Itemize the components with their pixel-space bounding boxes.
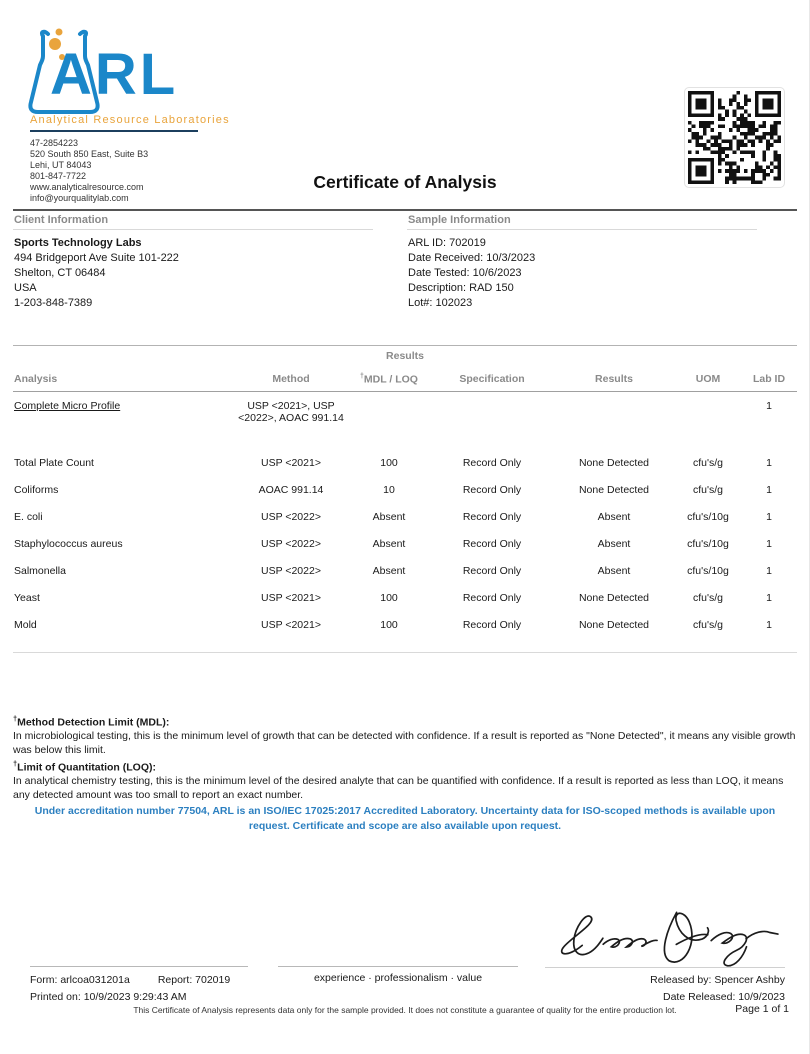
table-cell: Mold <box>14 618 37 631</box>
date-released: Date Released: 10/9/2023 <box>662 991 785 1003</box>
table-cell: cfu's/10g <box>687 564 729 577</box>
table-row <box>13 557 797 584</box>
table-cell: Record Only <box>462 564 522 577</box>
form-report-line <box>30 972 258 989</box>
table-cell: Absent <box>372 510 406 523</box>
arl-logo <box>28 24 230 134</box>
footnotes <box>13 712 799 802</box>
page-number: Page 1 of 1 <box>735 1003 789 1015</box>
loq-footnote-title: †Limit of Quantitation (LOQ): <box>13 759 156 774</box>
contact-line: 801-847-7722 <box>30 171 87 181</box>
form-number: Form: arlcoa031201a <box>30 974 130 986</box>
table-row <box>13 392 797 449</box>
table-cell: cfu's/g <box>692 456 724 469</box>
contact-line: 47-2854223 <box>30 138 79 148</box>
table-cell: 1 <box>766 399 772 412</box>
company-motto: experience · professionalism · value <box>313 972 483 984</box>
client-name: Sports Technology Labs <box>14 237 142 249</box>
table-cell: cfu's/10g <box>687 510 729 523</box>
sample-info-line: Date Received: 10/3/2023 <box>408 252 536 264</box>
table-cell: Record Only <box>462 456 522 469</box>
table-cell: Absent <box>372 537 406 550</box>
results-header-row <box>13 373 797 392</box>
printed-on: Printed on: 10/9/2023 9:29:43 AM <box>30 991 187 1003</box>
table-cell: 10 <box>383 483 395 496</box>
client-address-line: Shelton, CT 06484 <box>14 267 106 279</box>
table-cell: USP <2021> <box>261 618 321 631</box>
table-cell: Record Only <box>462 483 522 496</box>
contact-line: Lehi, UT 84043 <box>30 160 92 170</box>
table-cell: None Detected <box>578 591 650 604</box>
table-cell: 100 <box>380 591 398 604</box>
sample-info-line: Date Tested: 10/6/2023 <box>408 267 522 279</box>
table-cell: 1 <box>766 591 772 604</box>
table-cell: Absent <box>597 564 631 577</box>
table-cell: 1 <box>766 564 772 577</box>
mdl-footnote-text: In microbiological testing, this is the minimum level of growth that can be detected with confidence. If a result is reported as "None Detected", it means any visible growth was below this limit. <box>13 730 796 756</box>
report-number: Report: 702019 <box>157 974 231 986</box>
arl-wordmark: ARL <box>50 42 179 107</box>
mdl-footnote-title: †Method Detection Limit (MDL): <box>13 714 170 729</box>
client-info-block <box>14 236 179 311</box>
logo-divider <box>30 130 198 132</box>
table-cell: USP <2022> <box>261 510 321 523</box>
client-heading-underline <box>13 229 373 230</box>
table-cell: Record Only <box>462 537 522 550</box>
table-cell: Absent <box>372 564 406 577</box>
dagger-icon: † <box>13 714 18 723</box>
table-cell: Staphylococcus aureus <box>14 537 123 550</box>
table-cell: AOAC 991.14 <box>258 483 324 496</box>
dagger-icon: † <box>13 759 18 768</box>
column-header: †MDL / LOQ <box>360 373 418 386</box>
table-cell: USP <2022> <box>261 564 321 577</box>
qr-code-pattern <box>688 91 781 184</box>
loq-footnote-text: In analytical chemistry testing, this is the minimum level of the desired analyte that can be quantified with confidence. If a result is reported as less than LOQ, it means any detected amount was too small to report an exact number. <box>13 775 784 801</box>
form-divider <box>30 966 248 967</box>
page-title: Certificate of Analysis <box>313 172 497 192</box>
table-cell: Total Plate Count <box>14 456 94 469</box>
table-row <box>13 449 797 476</box>
qr-code <box>684 87 785 188</box>
table-cell: Salmonella <box>14 564 66 577</box>
column-header: Specification <box>459 373 525 385</box>
release-block <box>545 972 785 1006</box>
column-header: Analysis <box>14 373 58 385</box>
released-by: Released by: Spencer Ashby <box>650 974 785 986</box>
results-rows <box>13 392 797 653</box>
table-row <box>13 503 797 530</box>
sample-info-heading: Sample Information <box>408 214 511 226</box>
table-cell: 1 <box>766 537 772 550</box>
contact-line: 520 South 850 East, Suite B3 <box>30 149 149 159</box>
sample-heading-underline <box>407 229 757 230</box>
table-cell: cfu's/g <box>692 591 724 604</box>
table-cell: USP <2021> <box>261 591 321 604</box>
contact-line: info@yourqualitylab.com <box>30 193 129 203</box>
table-cell: None Detected <box>578 483 650 496</box>
table-cell: 1 <box>766 456 772 469</box>
table-cell: Absent <box>597 537 631 550</box>
table-cell: 100 <box>380 456 398 469</box>
table-cell: 1 <box>766 510 772 523</box>
table-cell: Yeast <box>14 591 40 604</box>
results-table <box>13 345 797 653</box>
table-cell: E. coli <box>14 510 43 523</box>
sample-info-line: Description: RAD 150 <box>408 282 514 294</box>
table-row <box>13 530 797 557</box>
table-cell: Record Only <box>462 591 522 604</box>
table-row <box>13 476 797 503</box>
dagger-icon: † <box>360 373 364 380</box>
table-cell: cfu's/10g <box>687 537 729 550</box>
signature-line <box>545 967 785 968</box>
table-cell: None Detected <box>578 456 650 469</box>
table-cell: Record Only <box>462 618 522 631</box>
table-cell: USP <2021>, USP <2022>, AOAC 991.14 <box>238 399 344 424</box>
table-cell: Coliforms <box>14 483 59 496</box>
motto-divider <box>278 966 518 967</box>
info-section-divider <box>13 209 797 211</box>
signature-image <box>548 903 783 975</box>
lab-contact-info <box>30 138 148 204</box>
table-cell: Absent <box>597 510 631 523</box>
client-address-lines <box>14 251 179 311</box>
client-address-line: 494 Bridgeport Ave Suite 101-222 <box>14 252 179 264</box>
client-info-heading: Client Information <box>14 214 109 226</box>
results-band-title: Results <box>13 345 797 362</box>
table-row <box>13 584 797 611</box>
table-cell: 1 <box>766 618 772 631</box>
disclaimer-text: This Certificate of Analysis represents data only for the sample provided. It does not constitute a guarantee of quality for the entire production lot. <box>133 1005 677 1015</box>
column-header: Results <box>595 373 633 385</box>
sample-info-line: Lot#: 102023 <box>408 297 473 309</box>
table-cell: Complete Micro Profile <box>14 399 121 412</box>
table-cell: 1 <box>766 483 772 496</box>
table-row <box>13 611 797 638</box>
table-cell: None Detected <box>578 618 650 631</box>
table-cell: USP <2021> <box>261 456 321 469</box>
accreditation-statement: Under accreditation number 77504, ARL is an ISO/IEC 17025:2017 Accredited Laboratory. Uncertainty data for ISO-scoped methods is available upon request. Certificate and scope are also available upon request. <box>34 805 776 832</box>
column-header: Lab ID <box>752 373 786 385</box>
sample-info-block <box>408 236 535 311</box>
table-cell: cfu's/g <box>692 483 724 496</box>
sample-info-line: ARL ID: 702019 <box>408 237 486 249</box>
contact-line: www.analyticalresource.com <box>30 182 144 192</box>
table-cell: Record Only <box>462 510 522 523</box>
table-cell: cfu's/g <box>692 618 724 631</box>
column-header: UOM <box>695 373 721 385</box>
column-header: Method <box>272 373 310 385</box>
client-address-line: USA <box>14 282 37 294</box>
form-block <box>30 972 258 1006</box>
client-address-line: 1-203-848-7389 <box>14 297 93 309</box>
table-cell: USP <2022> <box>261 537 321 550</box>
logo-tagline: Analytical Resource Laboratories <box>30 114 230 126</box>
table-cell: 100 <box>380 618 398 631</box>
